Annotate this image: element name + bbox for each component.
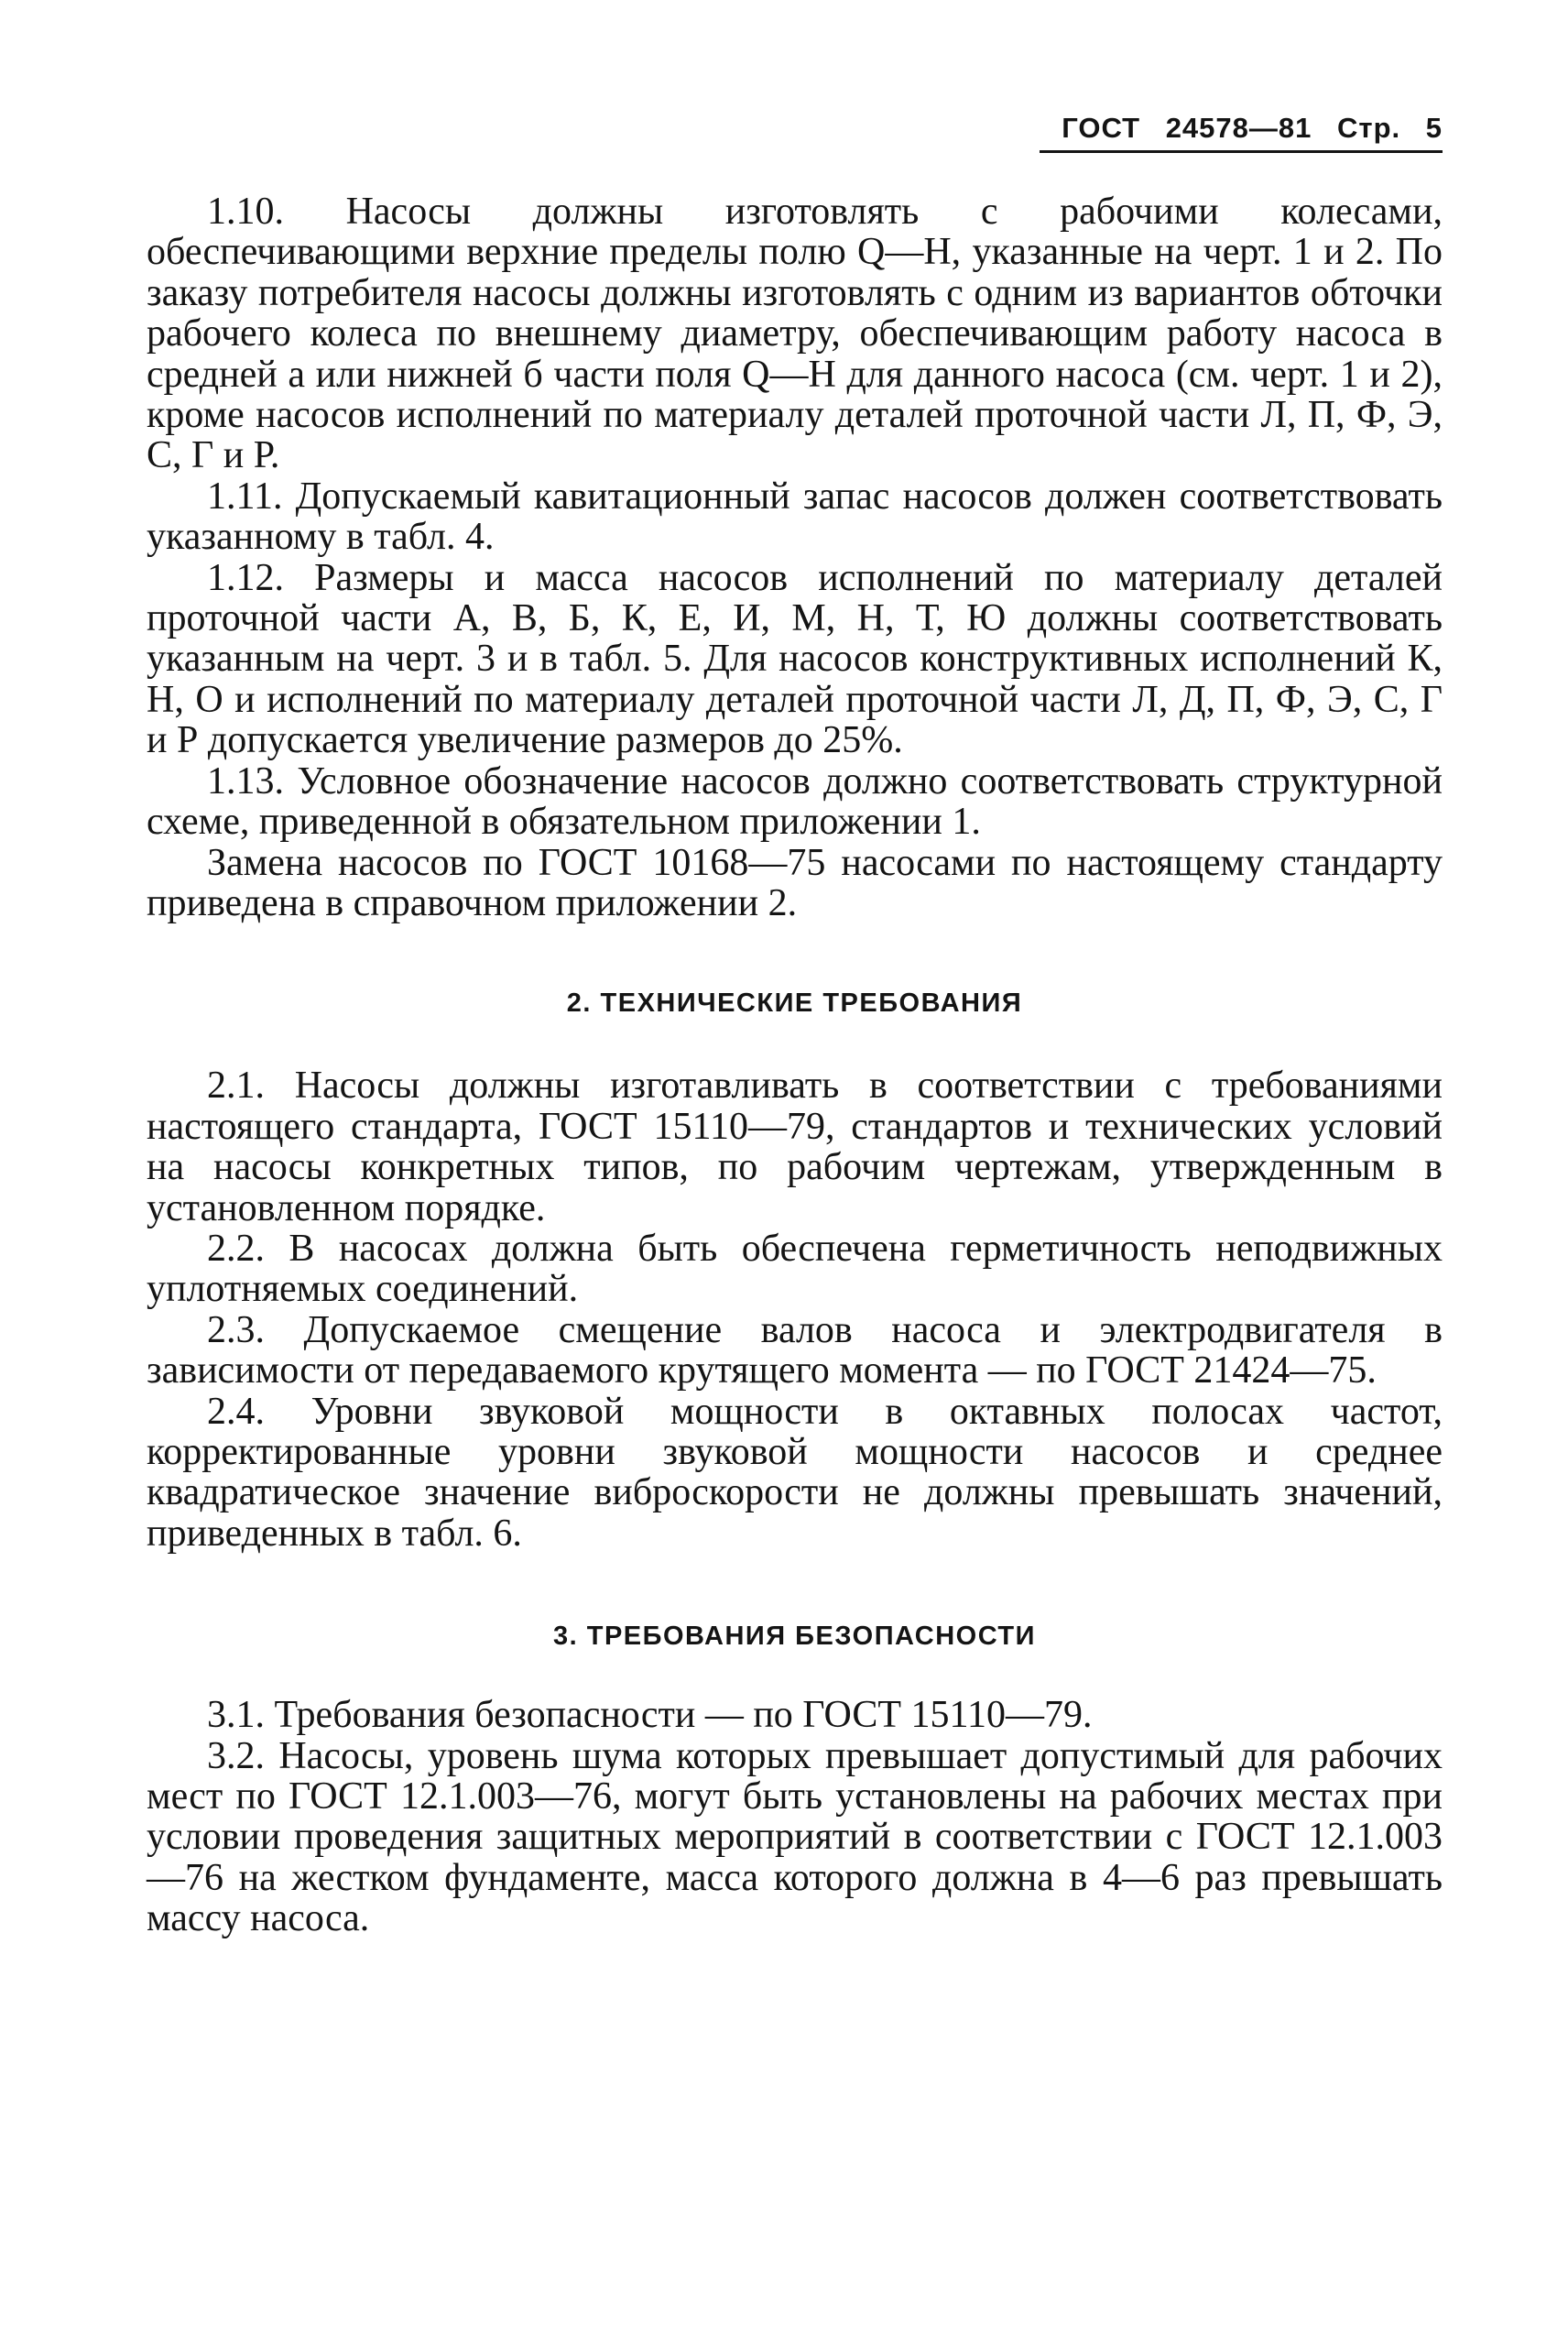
paragraph-2-4: 2.4. Уровни звуковой мощности в октавных полосах частот, корректированные уровни звуковой мощности насосов и среднее квадратическое значение виброскорости не должны превышать значений, приведенных в табл. 6. — [147, 1390, 1443, 1555]
running-header — [1040, 110, 1443, 153]
header-page-number: 5 — [1425, 112, 1443, 144]
paragraph-3-2: 3.2. Насосы, уровень шума которых превышает допустимый для рабочих мест по ГОСТ 12.1.003—76, могут быть установлены на рабочих местах при условии проведения защитных мероприятий в соответствии с ГОСТ 12.1.003—76 на жестком фундаменте, масса которого должна в 4—6 раз превышать массу насоса. — [147, 1734, 1443, 1940]
header-number: 24578—81 — [1165, 112, 1312, 144]
header-page-label: Стр. — [1337, 112, 1401, 144]
paragraph-2-2: 2.2. В насосах должна быть обеспечена герметичность неподвижных уплотняемых соединений. — [147, 1227, 1443, 1311]
paragraph-2-3: 2.3. Допускаемое смещение валов насоса и электродвигателя в зависимости от передаваемого крутящего момента — по ГОСТ 21424—75. — [147, 1308, 1443, 1392]
section-2-heading: 2. ТЕХНИЧЕСКИЕ ТРЕБОВАНИЯ — [566, 988, 1023, 1019]
paragraph-1-13: 1.13. Условное обозначение насосов должно соответствовать структурной схеме, приведенной в обязательном приложении 1. — [147, 759, 1443, 844]
paragraph-1-12: 1.12. Размеры и масса насосов исполнений по материалу деталей проточной части А, В, Б, К, Е, И, М, Н, Т, Ю должны соответствовать указанным на черт. 3 и в табл. 5. Для насосов конструктивных исполнений К, Н, О и исполнений по материалу деталей проточной части Л, Д, П, Ф, Э, С, Г и Р допускается увеличение размеров до 25%. — [147, 556, 1443, 762]
page-bottom-space — [147, 1939, 1443, 1958]
paragraph-1-10: 1.10. Насосы должны изготовлять с рабочими колесами, обеспечивающими верхние пределы полю Q—H, указанные на черт. 1 и 2. По заказу потребителя насосы должны изготовлять с одним из вариантов обточки рабочего колеса по внешнему диаметру, обеспечивающим работу насоса в средней а или нижней б части поля Q—H для данного насоса (см. черт. 1 и 2), кроме насосов исполнений по материалу деталей проточной части Л, П, Ф, Э, С, Г и Р. — [147, 191, 1443, 477]
section-1-body — [147, 191, 1443, 923]
header-standard: ГОСТ — [1062, 112, 1141, 144]
paragraph-3-1: 3.1. Требования безопасности — по ГОСТ 15110—79. — [207, 1694, 1093, 1737]
paragraph-2-1: 2.1. Насосы должны изготавливать в соответствии с требованиями настоящего стандарта, ГОСТ 15110—79, стандартов и технических условий на насосы конкретных типов, по рабочим чертежам, утвержденным в установленном порядке. — [147, 1065, 1443, 1229]
section-3-heading: 3. ТРЕБОВАНИЯ БЕЗОПАСНОСТИ — [553, 1622, 1036, 1652]
paragraph-1-11: 1.11. Допускаемый кавитационный запас насосов должен соответствовать указанному в табл. 4. — [147, 475, 1443, 559]
paragraph-replacement-note: Замена насосов по ГОСТ 10168—75 насосами по настоящему стандарту приведена в справочном приложении 2. — [147, 841, 1443, 924]
section-3-body — [147, 1695, 1443, 1938]
document-page — [147, 110, 1443, 1958]
section-2-body — [147, 1065, 1443, 1554]
